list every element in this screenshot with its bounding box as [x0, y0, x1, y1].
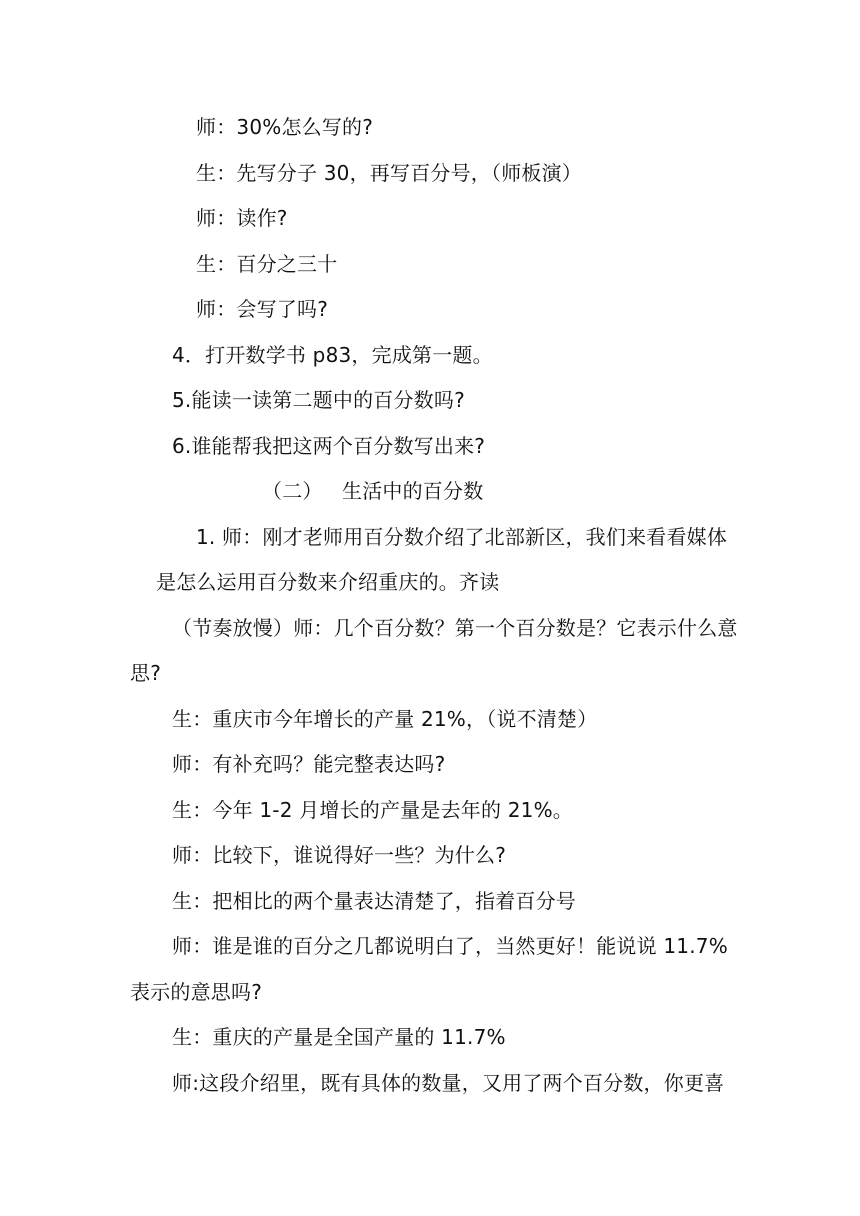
text-line: 师：比较下，谁说得好一些？为什么?	[172, 843, 507, 867]
text-line: 5.能读一读第二题中的百分数吗?	[172, 388, 465, 412]
section-number: （二）	[262, 479, 323, 503]
text-line: 生：今年 1-2 月增长的产量是去年的 21%。	[172, 798, 573, 822]
text-line: 师：有补充吗？能完整表达吗?	[172, 752, 446, 776]
text-line: 生：把相比的两个量表达清楚了，指着百分号	[172, 889, 576, 913]
section-heading: 生活中的百分数	[342, 479, 484, 503]
text-line: 生：先写分子 30，再写百分号，（师板演）	[196, 161, 583, 185]
text-line: 师：会写了吗?	[196, 297, 329, 321]
text-line: 4．打开数学书 p83，完成第一题。	[172, 343, 493, 367]
text-line: 思?	[130, 661, 162, 685]
text-line: 是怎么运用百分数来介绍重庆的。齐读	[156, 570, 500, 594]
text-line: 生：重庆的产量是全国产量的 11.7%	[172, 1025, 506, 1049]
text-line: 师：读作?	[196, 206, 288, 230]
text-line: 6.谁能帮我把这两个百分数写出来?	[172, 434, 486, 458]
text-line: 生：重庆市今年增长的产量 21%，（说不清楚）	[172, 707, 598, 731]
text-line: 师：30%怎么写的?	[196, 115, 374, 139]
text-line: 生：百分之三十	[196, 252, 338, 276]
text-line: 1. 师：刚才老师用百分数介绍了北部新区，我们来看看媒体	[196, 525, 728, 549]
text-line: 师：谁是谁的百分之几都说明白了，当然更好！能说说 11.7%	[172, 934, 728, 958]
text-line: 师:这段介绍里，既有具体的数量，又用了两个百分数，你更喜	[172, 1071, 725, 1095]
text-line: （节奏放慢）师：几个百分数？第一个百分数是？它表示什么意	[172, 616, 738, 640]
text-line: 表示的意思吗?	[130, 980, 263, 1004]
